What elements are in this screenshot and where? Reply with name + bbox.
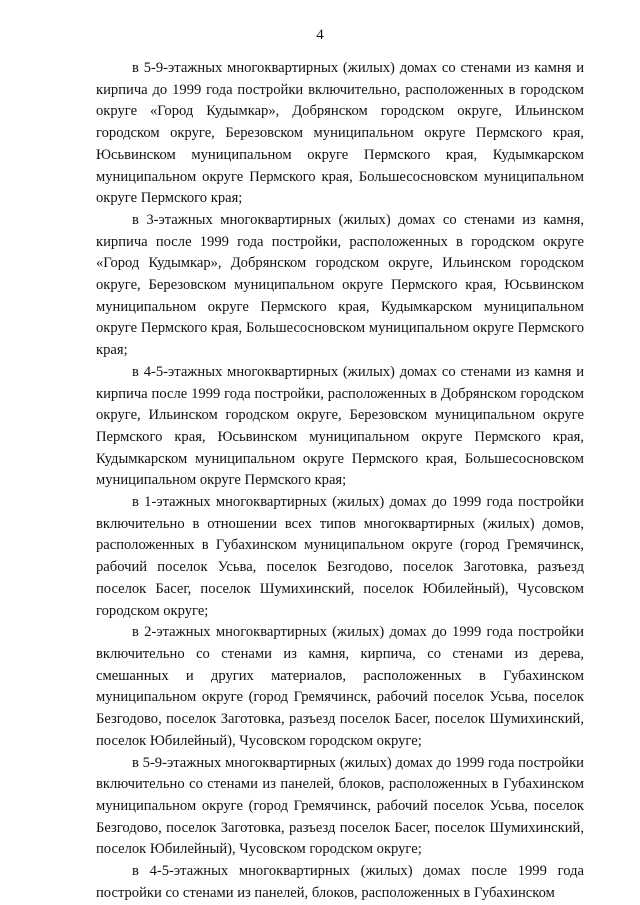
paragraph-4: в 1-этажных многоквартирных (жилых) домах до 1999 года постройки включительно в отношении всех типов многоквартирных (жилых) домов, расположенных в Губахинском муниципальном округе (город Гремячинск, рабочий поселок Усьва, поселок Безгодово, поселок Заготовка, разъезд поселок Басег, поселок Шумихинский, поселок Юбилейный), Чусовском городском округе; <box>96 494 584 619</box>
paragraph-3: в 4-5-этажных многоквартирных (жилых) домах со стенами из камня и кирпича после 1999 года постройки, расположенных в Добрянском городском округе, Ильинском городском округе, Березовском муниципальном округе Пермского края, Юсьвинском муниципальном округе Пермского края, Кудымкарском муниципальном округе Пермского края, Большесосновском муниципальном округе Пермского края; <box>96 363 584 489</box>
paragraph-6: в 5-9-этажных многоквартирных (жилых) домах до 1999 года постройки включительно со стенами из панелей, блоков, расположенных в Губахинском муниципальном округе (город Гремячинск, рабочий поселок Усьва, поселок Безгодово, поселок Заготовка, разъезд поселок Басег, поселок Шумихинский, поселок Юбилейный), Чусовском городском округе; <box>96 754 584 858</box>
paragraph-1: в 5-9-этажных многоквартирных (жилых) домах со стенами из камня и кирпича до 1999 года постройки включительно, расположенных в городском округе «Город Кудымкар», Добрянском городском округе, Ильинском городском округе, Березовском муниципальном округе Пермского края, Юсьвинском муниципальном округе Пермского края, Кудымкарском муниципальном округе Пермского края, Большесосновском муниципальном округе Пермского края; <box>96 60 584 207</box>
paragraph-5: в 2-этажных многоквартирных (жилых) домах до 1999 года постройки включительно со стенами из камня, кирпича, со стенами из дерева, смешанных и других материалов, расположенных в Губахинском муниципальном округе (город Гремячинск, рабочий поселок Усьва, поселок Безгодово, поселок Заготовка, разъезд поселок Басег, поселок Шумихинский, поселок Юбилейный), Чусовском городском округе; <box>96 624 584 749</box>
paragraph-2: в 3-этажных многоквартирных (жилых) домах со стенами из камня, кирпича после 1999 года постройки, расположенных в городском округе «Город Кудымкар», Добрянском городском округе, Ильинском городском округе, Березовском муниципальном округе Пермского края, Юсьвинском муниципальном округе Пермского края, Кудымкарском муниципальном округе Пермского края, Большесосновском муниципальном округе Пермского края; <box>96 211 584 359</box>
paragraph-7: в 4-5-этажных многоквартирных (жилых) домах после 1999 года постройки со стенами из панелей, блоков, расположенных в Губахинском <box>96 863 584 901</box>
page-number: 4 <box>316 27 324 43</box>
document-body <box>96 58 584 904</box>
